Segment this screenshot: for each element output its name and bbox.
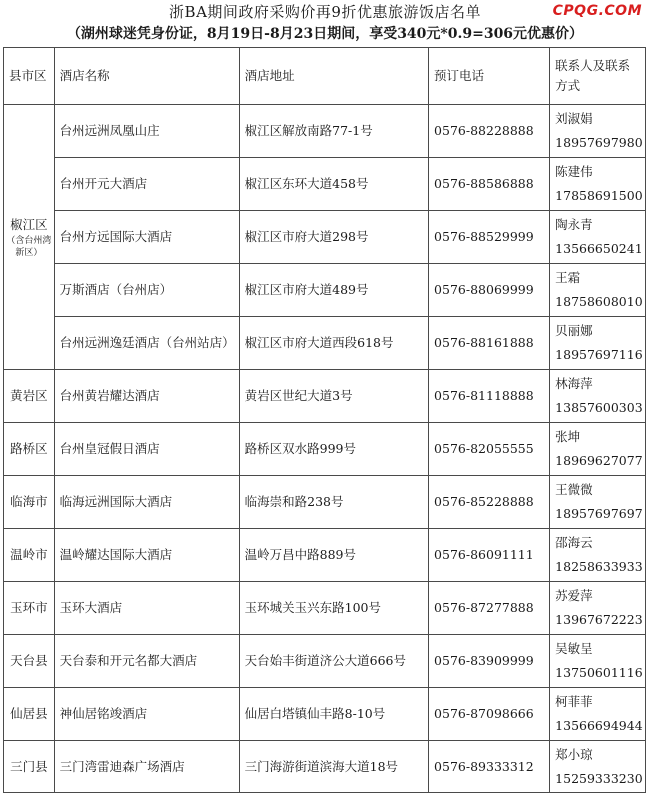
contact-name: 柯菲菲 [555,694,593,709]
header-county: 县市区 [4,48,55,105]
contact-name: 贝丽娜 [555,323,593,338]
contact-name: 邵海云 [555,535,593,550]
hotel-name: 台州皇冠假日酒店 [54,423,239,476]
booking-phone: 0576-88586888 [429,158,550,211]
contact-cell [550,105,646,158]
table-row [4,264,646,317]
county-cell: 玉环市 [4,582,55,635]
contact-phone: 15259333230 [555,770,643,786]
booking-phone: 0576-87277888 [429,582,550,635]
hotel-address: 黄岩区世纪大道3号 [239,370,428,423]
table-row [4,476,646,529]
county-note: （含台州湾新区） [6,236,52,258]
header-address: 酒店地址 [239,48,428,105]
county-cell: 黄岩区 [4,370,55,423]
contact-phone: 18969627077 [555,453,643,468]
hotel-name: 万斯酒店（台州店） [54,264,239,317]
hotel-name: 温岭耀达国际大酒店 [54,529,239,582]
hotel-address: 椒江区东环大道458号 [239,158,428,211]
header-hotel: 酒店名称 [54,48,239,105]
contact-cell [550,158,646,211]
table-row [4,582,646,635]
table-row [4,211,646,264]
hotel-name: 台州黄岩耀达酒店 [54,370,239,423]
hotel-table [3,47,646,793]
contact-cell [550,688,646,741]
booking-phone: 0576-88228888 [429,105,550,158]
booking-phone: 0576-85228888 [429,476,550,529]
table-row [4,105,646,158]
hotel-address: 三门海游街道滨海大道18号 [239,741,428,793]
hotel-address: 椒江区市府大道西段618号 [239,317,428,370]
table-row [4,529,646,582]
county-cell: 路桥区 [4,423,55,476]
contact-phone: 18758608010 [555,294,643,309]
contact-cell [550,370,646,423]
county-cell: 临海市 [4,476,55,529]
booking-phone: 0576-82055555 [429,423,550,476]
booking-phone: 0576-83909999 [429,635,550,688]
contact-phone: 18957697980 [555,135,643,150]
contact-phone: 18957697116 [555,347,643,362]
contact-cell [550,635,646,688]
county-cell: 温岭市 [4,529,55,582]
table-row [4,370,646,423]
contact-phone: 18957697697 [555,506,643,521]
site-watermark: CPQG.COM [552,3,642,19]
booking-phone: 0576-87098666 [429,688,550,741]
hotel-name: 台州开元大酒店 [54,158,239,211]
contact-name: 吴敏呈 [555,641,593,656]
contact-cell [550,582,646,635]
contact-phone: 13566694944 [555,718,643,733]
contact-name: 苏爱萍 [555,588,593,603]
booking-phone: 0576-86091111 [429,529,550,582]
table-row [4,423,646,476]
county-cell: 天台县 [4,635,55,688]
contact-name: 王微微 [555,482,593,497]
hotel-name: 神仙居铭竣酒店 [54,688,239,741]
table-row [4,317,646,370]
contact-name: 林海萍 [555,376,593,391]
hotel-name: 台州远洲凤凰山庄 [54,105,239,158]
hotel-address: 椒江区解放南路77-1号 [239,105,428,158]
header-contact: 联系人及联系方式 [550,48,646,105]
hotel-address: 椒江区市府大道298号 [239,211,428,264]
booking-phone: 0576-88529999 [429,211,550,264]
hotel-address: 仙居白塔镇仙丰路8-10号 [239,688,428,741]
contact-name: 陈建伟 [555,164,593,179]
contact-name: 郑小琼 [555,746,593,762]
contact-cell [550,741,646,793]
table-row [4,158,646,211]
booking-phone: 0576-88161888 [429,317,550,370]
contact-phone: 13967672223 [555,612,643,627]
header-phone: 预订电话 [429,48,550,105]
contact-phone: 13857600303 [555,400,643,415]
contact-name: 刘淑娟 [555,111,593,126]
table-row [4,741,646,793]
county-cell [4,105,55,370]
hotel-address: 临海崇和路238号 [239,476,428,529]
page-subtitle: （湖州球迷凭身份证，8月19日-8月23日期间，享受340元*0.9=306元优惠价） [66,26,584,42]
contact-phone: 13750601116 [555,665,643,680]
contact-cell [550,264,646,317]
hotel-name: 玉环大酒店 [54,582,239,635]
contact-cell [550,317,646,370]
hotel-name: 临海远洲国际大酒店 [54,476,239,529]
table-row [4,635,646,688]
contact-cell [550,423,646,476]
contact-cell [550,211,646,264]
hotel-name: 台州远洲逸廷酒店（台州站店） [54,317,239,370]
county-cell: 三门县 [4,741,55,793]
hotel-address: 路桥区双水路999号 [239,423,428,476]
contact-name: 王霜 [555,270,581,285]
hotel-name: 台州方远国际大酒店 [54,211,239,264]
contact-cell [550,529,646,582]
booking-phone: 0576-89333312 [429,741,550,793]
contact-cell [550,476,646,529]
booking-phone: 0576-81118888 [429,370,550,423]
county-name: 椒江区 [10,217,48,232]
contact-name: 张坤 [555,429,581,444]
table-row [4,688,646,741]
contact-name: 陶永青 [555,217,593,232]
hotel-address: 天台始丰街道济公大道666号 [239,635,428,688]
hotel-address: 椒江区市府大道489号 [239,264,428,317]
hotel-address: 玉环城关玉兴东路100号 [239,582,428,635]
booking-phone: 0576-88069999 [429,264,550,317]
hotel-name: 天台泰和开元名都大酒店 [54,635,239,688]
page-title: 浙BA期间政府采购价再9折优惠旅游饭店名单 [169,3,481,21]
hotel-address: 温岭万昌中路889号 [239,529,428,582]
contact-phone: 18258633933 [555,559,643,574]
table-header-row [4,48,646,105]
county-cell: 仙居县 [4,688,55,741]
hotel-name: 三门湾雷迪森广场酒店 [54,741,239,793]
contact-phone: 17858691500 [555,188,643,203]
contact-phone: 13566650241 [555,241,643,256]
